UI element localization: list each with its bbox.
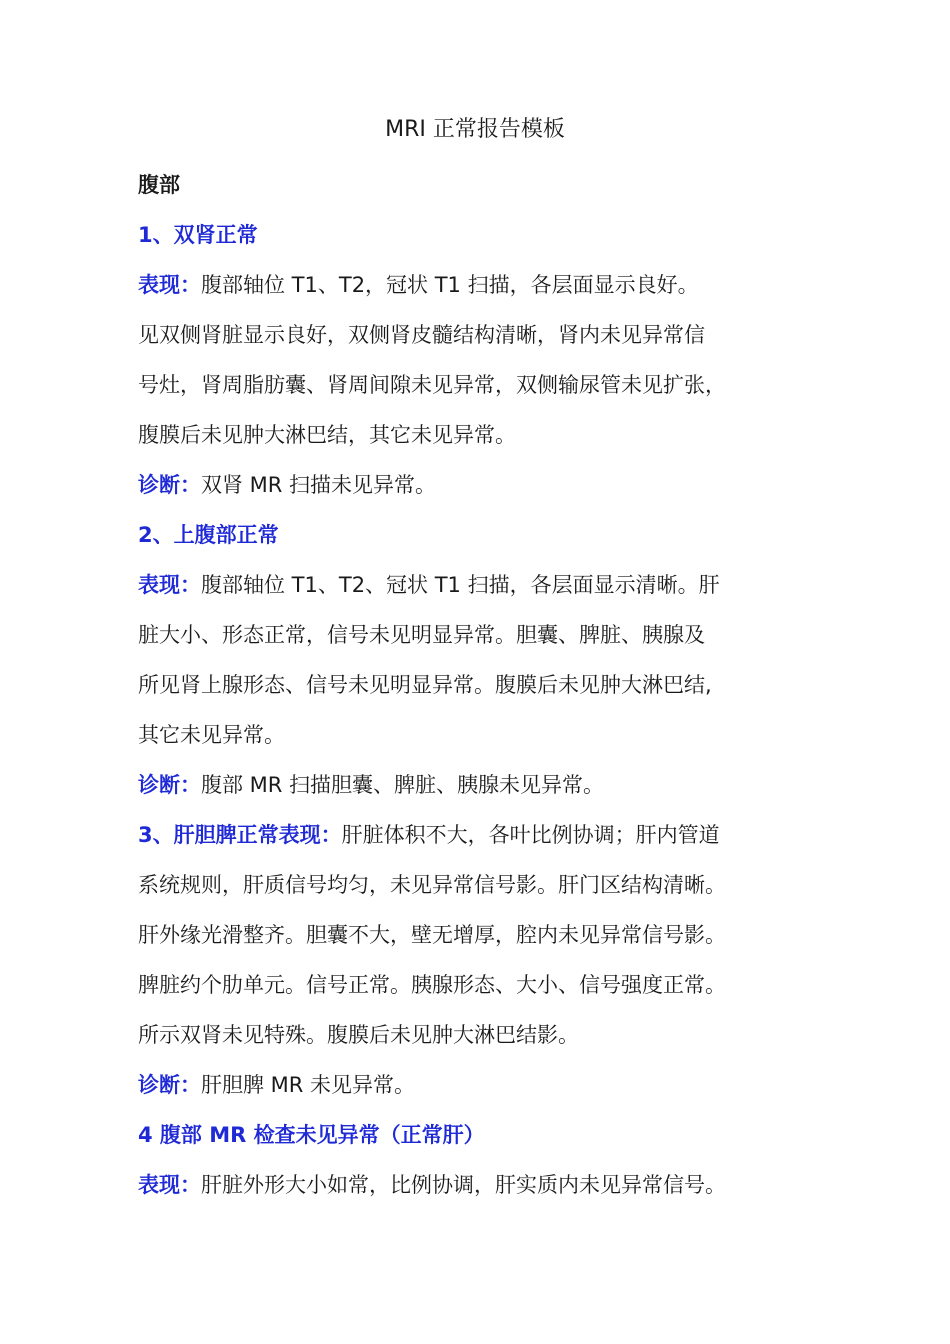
item-3-heading: 3、肝胆脾正常表现：: [138, 823, 342, 847]
item-2-findings-line-3: 所见肾上腺形态、信号未见明显异常。腹膜后未见肿大淋巴结,: [138, 673, 712, 697]
diagnosis-label: 诊断：: [138, 773, 201, 797]
item-3-findings-line-2: 系统规则，肝质信号均匀，未见异常信号影。肝门区结构清晰。: [138, 873, 726, 897]
item-1-findings-line-1: [138, 260, 838, 310]
diagnosis-text: 腹部 MR 扫描胆囊、脾脏、胰腺未见异常。: [201, 773, 605, 797]
diagnosis-label: 诊断：: [138, 1073, 201, 1097]
item-3-heading-line: [138, 810, 838, 860]
item-4-findings-line-1: [138, 1160, 838, 1210]
diagnosis-text: 肝胆脾 MR 未见异常。: [201, 1073, 416, 1097]
item-3-findings-line-5: 所示双肾未见特殊。腹膜后未见肿大淋巴结影。: [138, 1023, 579, 1047]
item-2-findings-line-1: [138, 560, 838, 610]
item-3-diagnosis: [138, 1060, 838, 1110]
findings-text: 肝脏体积不大，各叶比例协调；肝内管道: [341, 823, 720, 847]
item-4-heading: 4 腹部 MR 检查未见异常（正常肝）: [138, 1123, 485, 1147]
diagnosis-text: 双肾 MR 扫描未见异常。: [201, 473, 437, 497]
item-1-heading: 1、双肾正常: [138, 223, 258, 247]
findings-text: 肝脏外形大小如常，比例协调，肝实质内未见异常信号。: [201, 1173, 726, 1197]
item-1-findings-line-2: 见双侧肾脏显示良好，双侧肾皮髓结构清晰，肾内未见异常信: [138, 323, 705, 347]
item-1-diagnosis: [138, 460, 838, 510]
item-3-findings-line-3: 肝外缘光滑整齐。胆囊不大，壁无增厚，腔内未见异常信号影。: [138, 923, 726, 947]
item-1-findings-line-4: 腹膜后未见肿大淋巴结，其它未见异常。: [138, 423, 516, 447]
item-1-findings-line-3: 号灶，肾周脂肪囊、肾周间隙未见异常，双侧输尿管未见扩张，: [138, 373, 726, 397]
findings-text: 腹部轴位 T1、T2，冠状 T1 扫描，各层面显示良好。: [201, 273, 699, 297]
diagnosis-label: 诊断：: [138, 473, 201, 497]
findings-label: 表现：: [138, 1173, 201, 1197]
section-heading: 腹部: [138, 173, 180, 197]
item-2-diagnosis: [138, 760, 838, 810]
findings-label: 表现：: [138, 273, 201, 297]
item-2-heading: 2、上腹部正常: [138, 523, 279, 547]
findings-label: 表现：: [138, 573, 201, 597]
document-title: MRI 正常报告模板: [385, 117, 565, 142]
findings-text: 腹部轴位 T1、T2、冠状 T1 扫描，各层面显示清晰。肝: [201, 573, 720, 597]
item-3-findings-line-4: 脾脏约个肋单元。信号正常。胰腺形态、大小、信号强度正常。: [138, 973, 726, 997]
item-2-findings-line-4: 其它未见异常。: [138, 723, 285, 747]
document-body: [138, 160, 838, 1210]
item-2-findings-line-2: 脏大小、形态正常，信号未见明显异常。胆囊、脾脏、胰腺及: [138, 623, 705, 647]
